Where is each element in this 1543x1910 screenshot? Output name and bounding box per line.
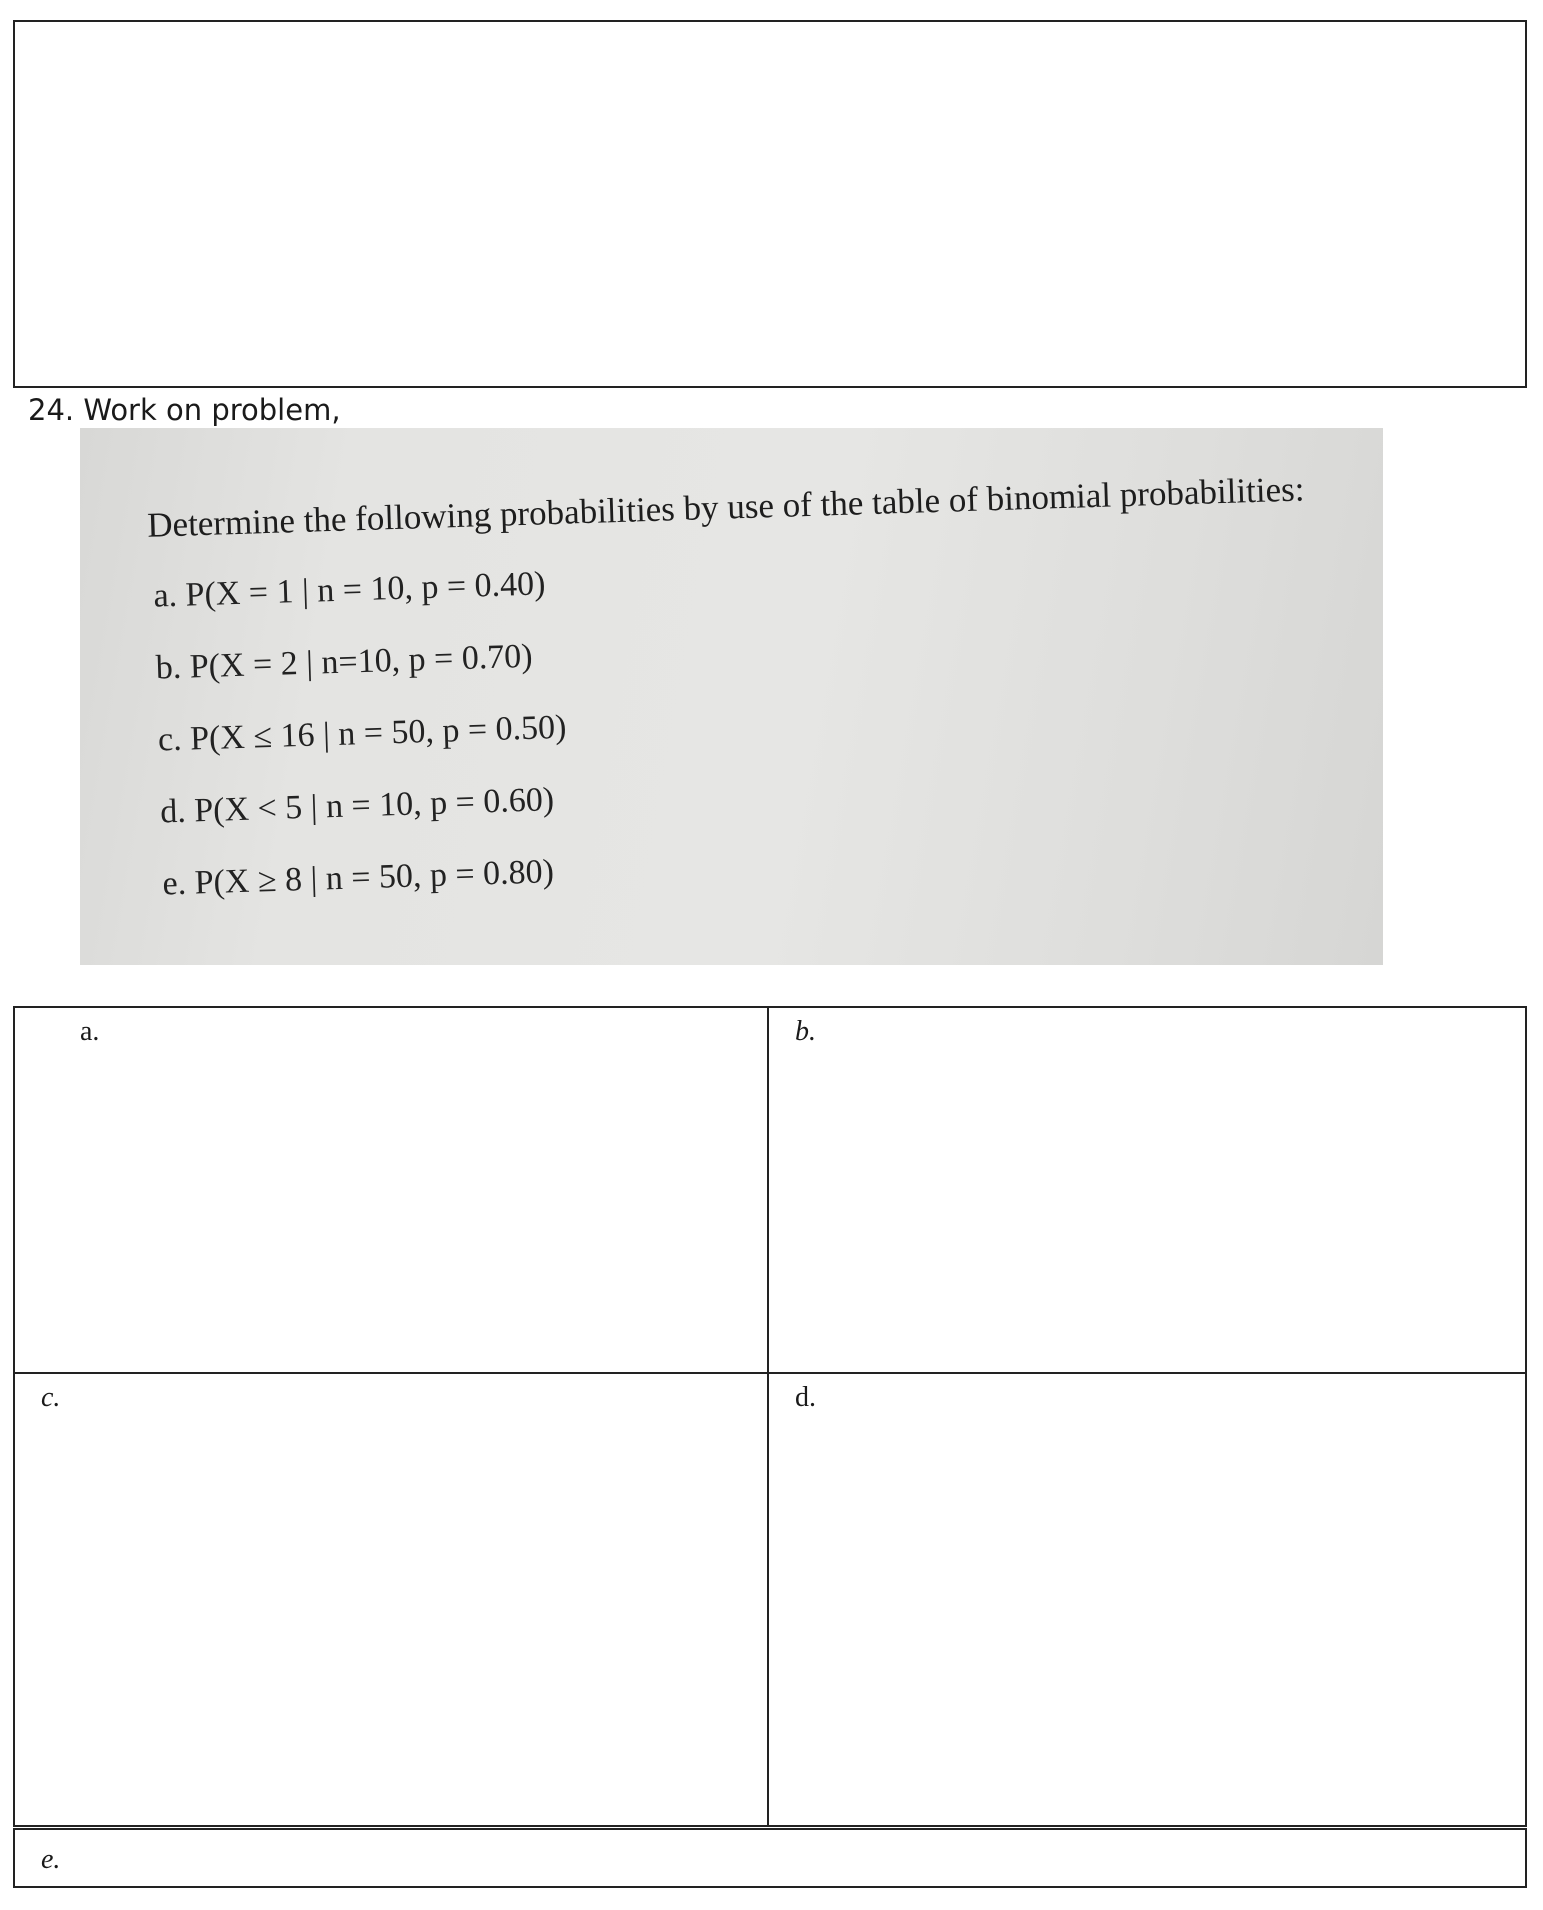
answer-label-a: a. <box>80 1016 100 1047</box>
problem-heading: 24. Work on problem, <box>28 393 341 427</box>
answer-cell-c[interactable] <box>15 1374 767 1825</box>
answer-label-e: e. <box>41 1844 61 1875</box>
answer-cell-d[interactable] <box>769 1374 1525 1825</box>
answer-cell-e[interactable] <box>13 1828 1527 1888</box>
probability-item-d: d. P(X < 5 | n = 10, p = 0.60) <box>159 781 555 831</box>
probability-item-a: a. P(X = 1 | n = 10, p = 0.40) <box>152 565 546 615</box>
answer-cell-a[interactable] <box>15 1008 767 1372</box>
answer-box-previous <box>13 20 1527 388</box>
probability-item-e: e. P(X ≥ 8 | n = 50, p = 0.80) <box>161 853 555 903</box>
probability-item-c: c. P(X ≤ 16 | n = 50, p = 0.50) <box>157 708 567 759</box>
textbook-photo <box>80 428 1383 965</box>
answer-grid <box>13 1006 1527 1827</box>
instruction-text: Determine the following probabilities by use of the table of binomial probabilities: <box>146 469 1305 545</box>
answer-cell-b[interactable] <box>769 1008 1525 1372</box>
answer-label-d: d. <box>795 1382 816 1413</box>
photo-content <box>80 428 1383 965</box>
answer-label-c: c. <box>41 1382 61 1413</box>
probability-item-b: b. P(X = 2 | n=10, p = 0.70) <box>155 637 534 687</box>
answer-label-b: b. <box>795 1016 816 1047</box>
